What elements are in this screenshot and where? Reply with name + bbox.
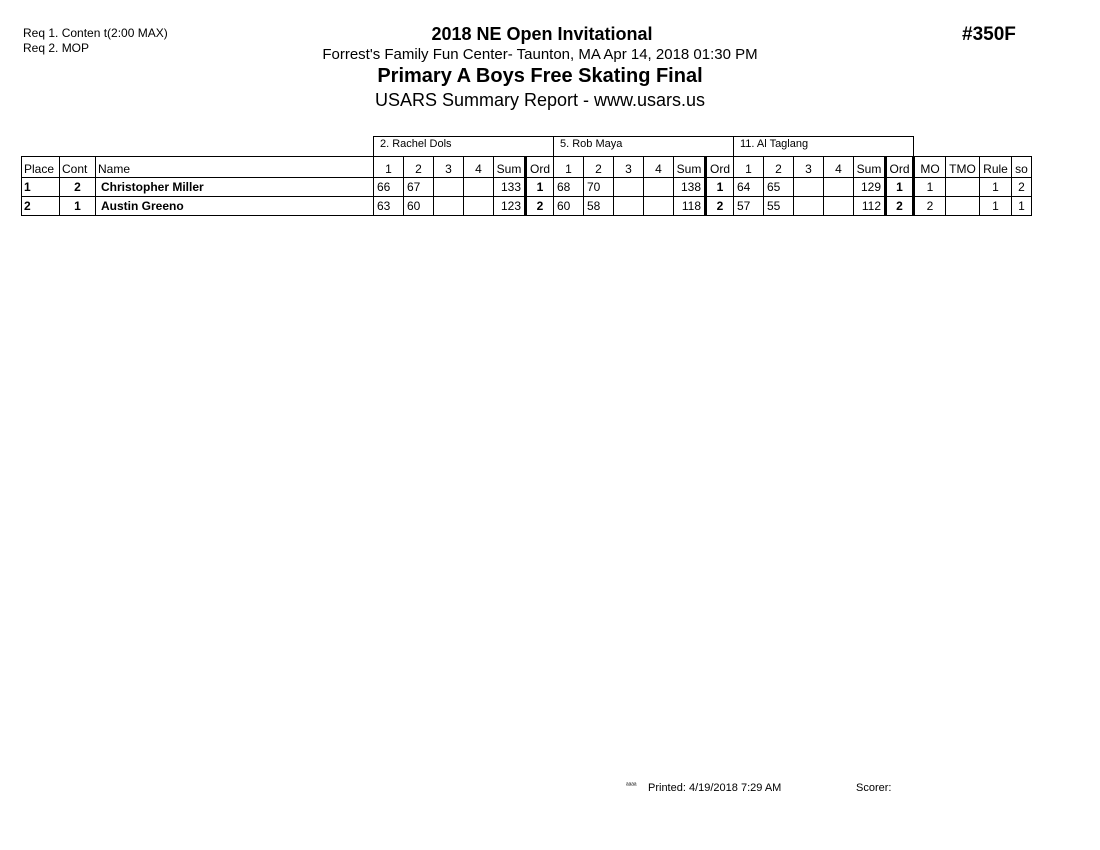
col-j2-sum: Sum [674, 157, 706, 178]
row-j2-mark-4 [644, 178, 674, 197]
competition-title [0, 65, 1100, 88]
venue-date-text: Forrest's Family Fun Center- Taunton, MA Apr 14, 2018 01:30 PM [322, 46, 758, 63]
row-cont: 1 [60, 197, 96, 216]
col-j2-ord: Ord [706, 157, 734, 178]
row-j1-mark-4 [464, 197, 494, 216]
judges-row [22, 137, 1032, 157]
footer-mark: ᵃᵃᵃᵃ [626, 782, 637, 789]
row-j2-mark-3 [614, 197, 644, 216]
row-j1-mark-1: 66 [374, 178, 404, 197]
event-title [0, 24, 1100, 45]
printed-timestamp: Printed: 4/19/2018 7:29 AM [648, 782, 782, 794]
judges-row-spacer-right [914, 137, 1032, 157]
row-j3-ord: 1 [886, 178, 914, 197]
venue-date-line [0, 46, 1100, 63]
judges-row-spacer [22, 137, 374, 157]
row-cont: 2 [60, 178, 96, 197]
row-j2-mark-1: 68 [554, 178, 584, 197]
col-j1-mark-3: 3 [434, 157, 464, 178]
row-j3-sum: 112 [854, 197, 886, 216]
row-j3-mark-4 [824, 178, 854, 197]
requirement-2: Req 2. MOP [23, 41, 90, 55]
col-so: so [1012, 157, 1032, 178]
col-j1-sum: Sum [494, 157, 526, 178]
row-j2-sum: 138 [674, 178, 706, 197]
row-j1-ord: 2 [526, 197, 554, 216]
row-rule: 1 [980, 197, 1012, 216]
col-j2-mark-3: 3 [614, 157, 644, 178]
row-j2-mark-3 [614, 178, 644, 197]
row-j1-mark-1: 63 [374, 197, 404, 216]
col-j1-ord: Ord [526, 157, 554, 178]
row-j1-mark-3 [434, 178, 464, 197]
requirement-1: Req 1. Conten t(2:00 MAX) [23, 26, 168, 40]
row-j2-mark-2: 70 [584, 178, 614, 197]
row-j1-mark-3 [434, 197, 464, 216]
table-row [22, 178, 1032, 197]
row-j1-mark-2: 67 [404, 178, 434, 197]
col-j2-mark-4: 4 [644, 157, 674, 178]
col-rule: Rule [980, 157, 1012, 178]
row-j3-mark-3 [794, 178, 824, 197]
row-j3-mark-2: 55 [764, 197, 794, 216]
results-table [21, 136, 1032, 216]
row-name: Christopher Miller [96, 178, 374, 197]
row-j1-ord: 1 [526, 178, 554, 197]
col-j2-mark-1: 1 [554, 157, 584, 178]
event-number: #350F [962, 24, 1016, 45]
row-j2-ord: 1 [706, 178, 734, 197]
row-mo: 2 [914, 197, 946, 216]
col-j1-mark-4: 4 [464, 157, 494, 178]
row-so: 2 [1012, 178, 1032, 197]
row-j3-ord: 2 [886, 197, 914, 216]
col-cont: Cont [60, 157, 96, 178]
row-place: 2 [22, 197, 60, 216]
row-j3-mark-1: 64 [734, 178, 764, 197]
event-title-text: 2018 NE Open Invitational [431, 24, 653, 44]
row-j3-sum: 129 [854, 178, 886, 197]
table-row [22, 197, 1032, 216]
row-j3-mark-2: 65 [764, 178, 794, 197]
col-tmo: TMO [946, 157, 980, 178]
column-header-row [22, 157, 1032, 178]
col-j2-mark-2: 2 [584, 157, 614, 178]
judge-3-name: 11. Al Taglang [734, 137, 914, 157]
row-j1-mark-2: 60 [404, 197, 434, 216]
row-j3-mark-4 [824, 197, 854, 216]
competition-title-text: Primary A Boys Free Skating Final [377, 65, 703, 87]
col-j3-mark-3: 3 [794, 157, 824, 178]
row-place: 1 [22, 178, 60, 197]
row-j3-mark-1: 57 [734, 197, 764, 216]
judge-1-name: 2. Rachel Dols [374, 137, 554, 157]
row-j2-sum: 118 [674, 197, 706, 216]
row-j1-sum: 133 [494, 178, 526, 197]
col-j3-ord: Ord [886, 157, 914, 178]
row-rule: 1 [980, 178, 1012, 197]
row-so: 1 [1012, 197, 1032, 216]
row-j3-mark-3 [794, 197, 824, 216]
row-tmo [946, 178, 980, 197]
judge-2-name: 5. Rob Maya [554, 137, 734, 157]
row-name: Austin Greeno [96, 197, 374, 216]
row-j2-mark-4 [644, 197, 674, 216]
row-j2-ord: 2 [706, 197, 734, 216]
report-title-text: USARS Summary Report - www.usars.us [374, 90, 706, 110]
scorer-label: Scorer: [856, 782, 892, 794]
col-mo: MO [914, 157, 946, 178]
report-title [0, 90, 1100, 111]
col-place: Place [22, 157, 60, 178]
row-mo: 1 [914, 178, 946, 197]
col-j3-mark-2: 2 [764, 157, 794, 178]
col-j3-mark-4: 4 [824, 157, 854, 178]
row-j2-mark-2: 58 [584, 197, 614, 216]
row-j2-mark-1: 60 [554, 197, 584, 216]
col-j3-mark-1: 1 [734, 157, 764, 178]
row-j1-sum: 123 [494, 197, 526, 216]
col-j1-mark-1: 1 [374, 157, 404, 178]
col-name: Name [96, 157, 374, 178]
col-j1-mark-2: 2 [404, 157, 434, 178]
row-tmo [946, 197, 980, 216]
col-j3-sum: Sum [854, 157, 886, 178]
row-j1-mark-4 [464, 178, 494, 197]
